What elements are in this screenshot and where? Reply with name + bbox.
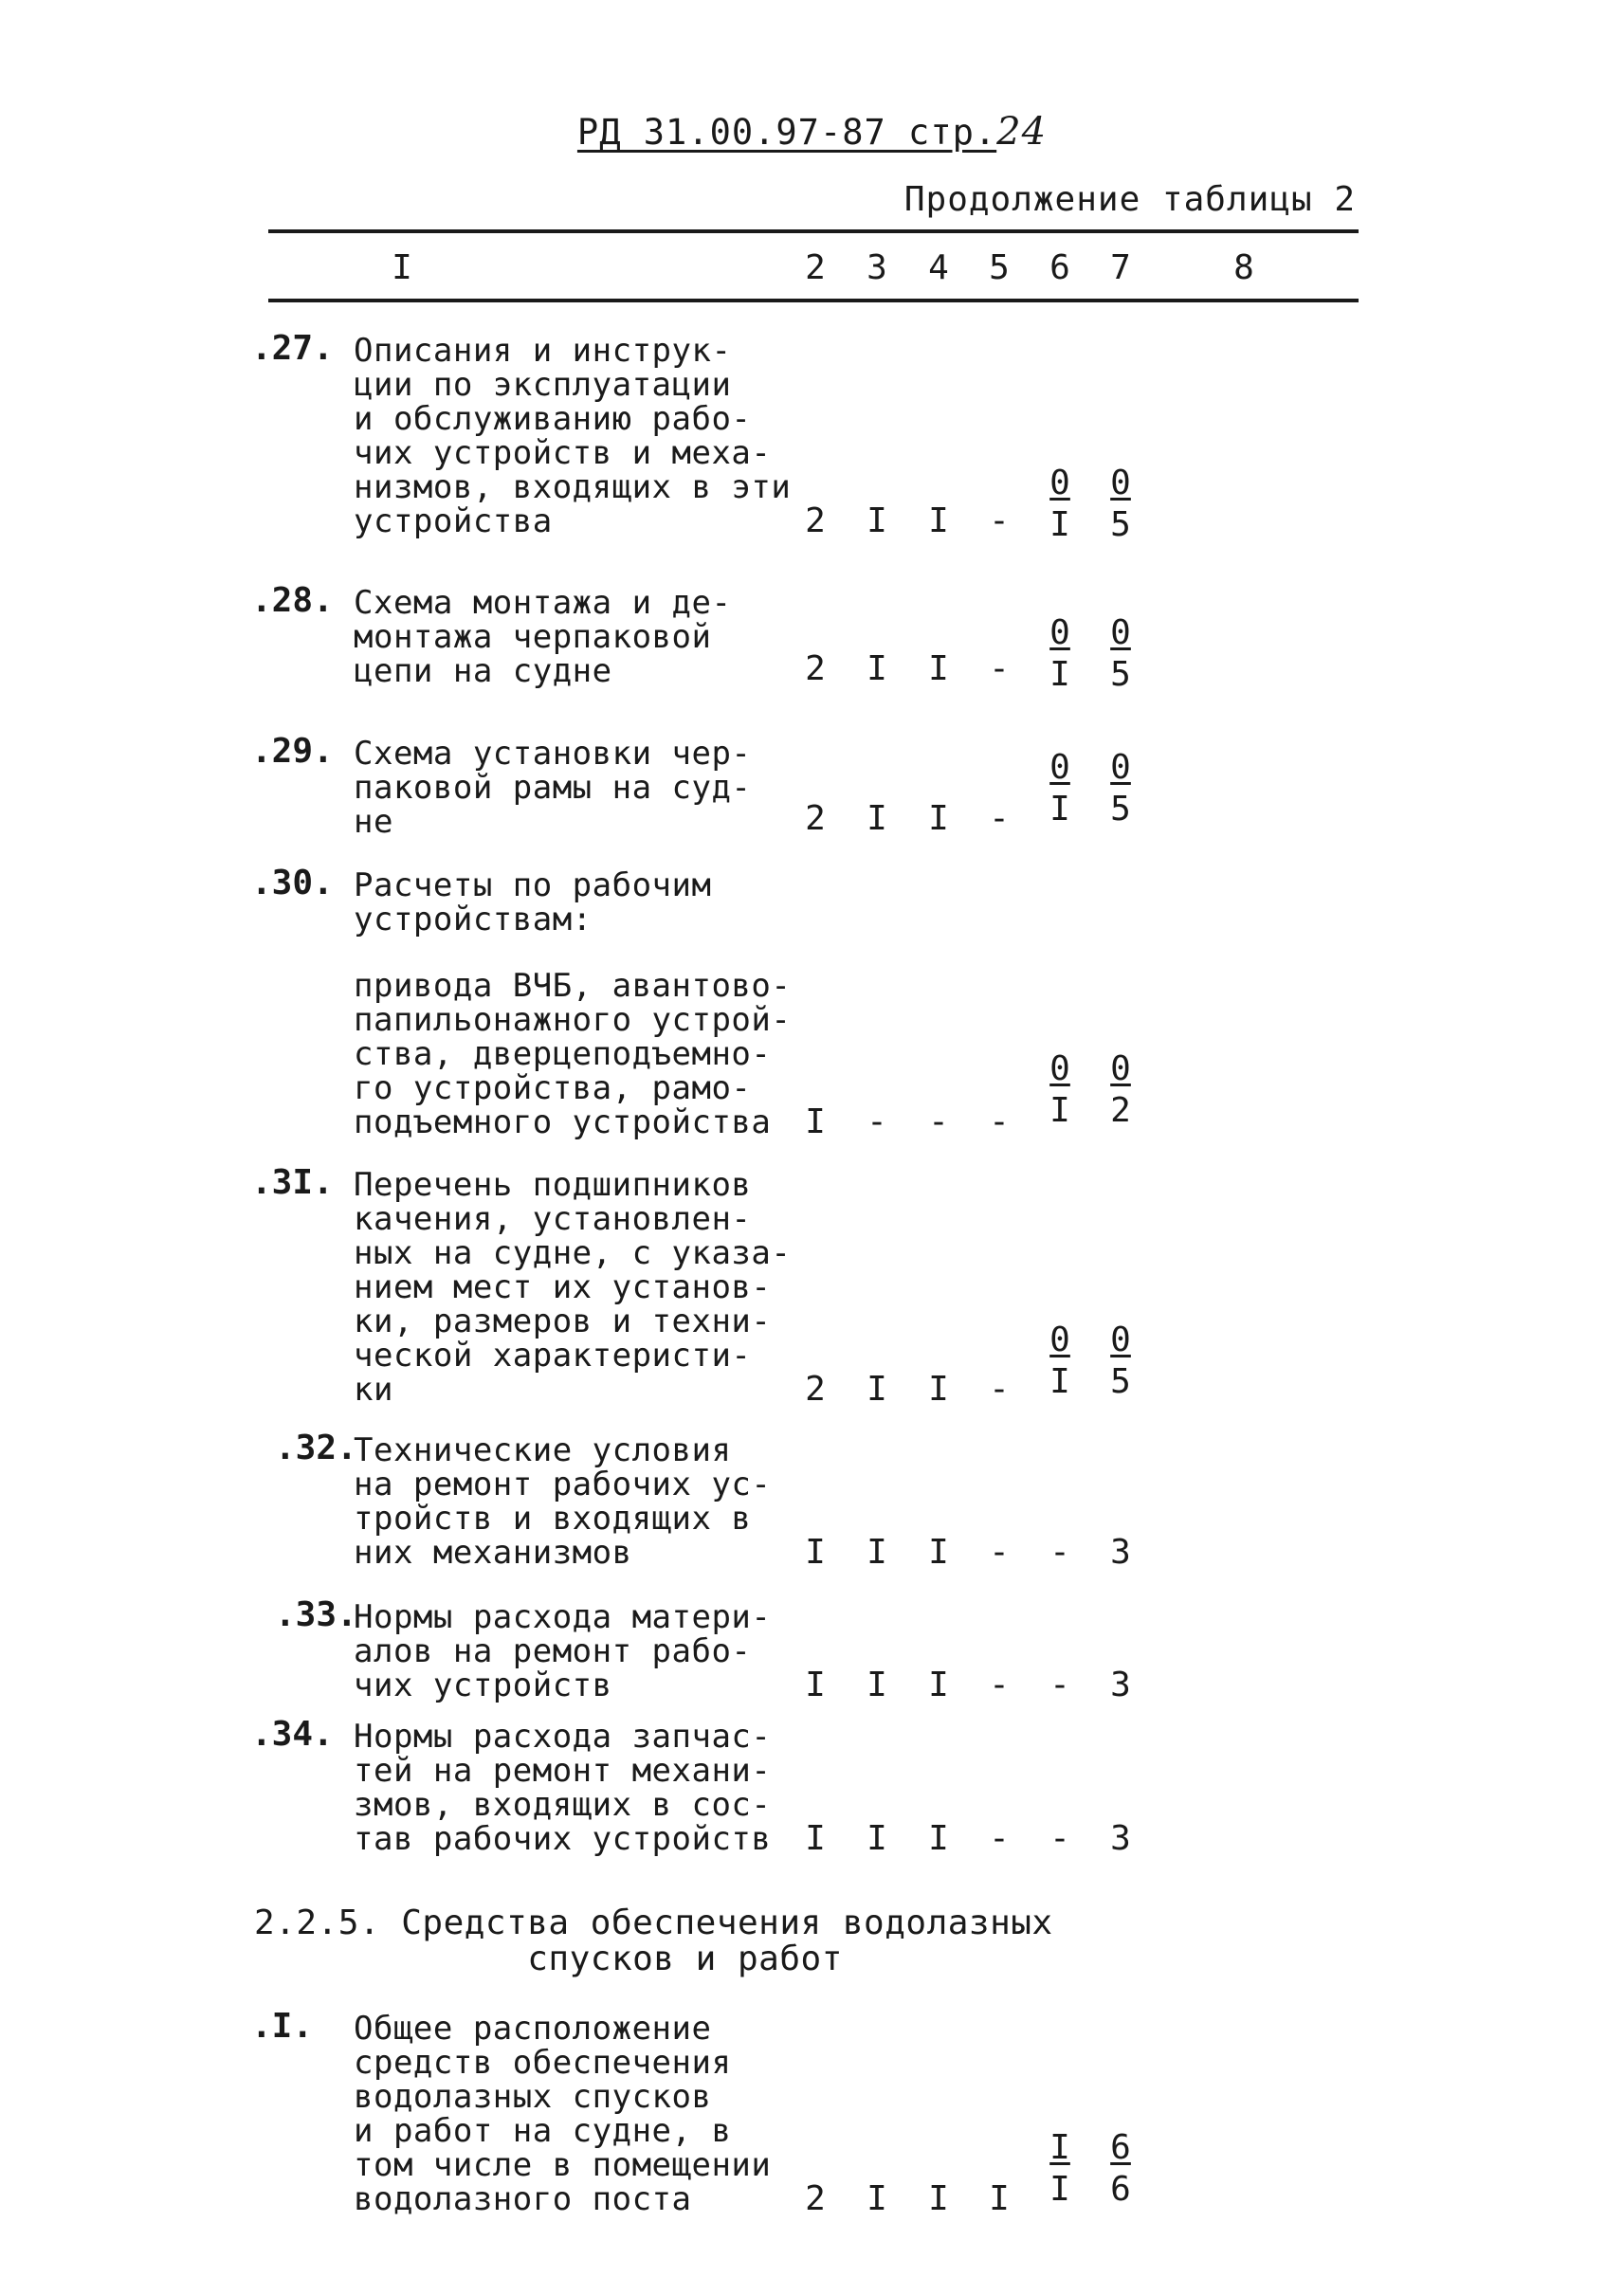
fraction-numerator: 0 <box>1110 1321 1131 1359</box>
cell-col5: I <box>989 2179 1010 2218</box>
cell-col6-fraction <box>1039 613 1081 694</box>
row-description: Описания и инструк- ции по эксплуатации и обслуживанию рабо- чих устройств и меха- низмов, входящих в эти устройства <box>354 332 792 540</box>
row-number: .3I. <box>251 1163 334 1202</box>
cell-col5: - <box>989 1819 1010 1858</box>
document-reference: РД 31.00.97-87 стр. <box>576 112 997 153</box>
cell-col3: I <box>867 799 887 838</box>
cell-col2: 2 <box>805 2179 826 2218</box>
row-sub-description: привода ВЧБ, авантово- папильонажного устрой- ства, дверцеподъемно- го устройства, рамо- подъемного устройства <box>354 967 792 1141</box>
cell-col6-fraction <box>1039 1323 1081 1399</box>
cell-col7-fraction <box>1100 613 1141 694</box>
fraction-denominator: 6 <box>1110 2170 1131 2209</box>
cell-col7-fraction <box>1100 466 1141 542</box>
cell-col6-fraction <box>1039 1049 1081 1130</box>
cell-col2: I <box>805 1102 826 1141</box>
column-header-6: 6 <box>1049 248 1070 287</box>
fraction-denominator: I <box>1049 655 1070 694</box>
cell-col2: 2 <box>805 799 826 838</box>
cell-col5: - <box>989 501 1010 540</box>
section-heading: 2.2.5. Средства обеспечения водолазных спусков и работ <box>254 1903 1053 1978</box>
column-header-4: 4 <box>928 248 949 287</box>
column-header-5: 5 <box>989 248 1010 287</box>
cell-col7-fraction <box>1100 1323 1141 1399</box>
cell-col2: 2 <box>805 501 826 540</box>
fraction-denominator: 2 <box>1110 1091 1131 1130</box>
cell-col4: I <box>928 649 949 688</box>
row-description: Схема монтажа и де- монтажа черпаковой цепи на судне <box>354 584 732 690</box>
fraction-numerator: 0 <box>1110 613 1131 652</box>
fraction-denominator: 5 <box>1110 505 1131 544</box>
fraction-numerator: 0 <box>1110 464 1131 502</box>
cell-col5: - <box>989 649 1010 688</box>
cell-col5: - <box>989 1533 1010 1572</box>
cell-col4: I <box>928 1533 949 1572</box>
fraction-denominator: I <box>1049 1091 1070 1130</box>
fraction-denominator: 5 <box>1110 1362 1131 1401</box>
cell-col3: I <box>867 1533 887 1572</box>
row-number: .27. <box>251 329 334 368</box>
cell-col2: 2 <box>805 649 826 688</box>
cell-col6-fraction <box>1039 748 1081 829</box>
column-header-1: I <box>392 248 412 287</box>
cell-col6: - <box>1049 1819 1070 1858</box>
column-header-3: 3 <box>867 248 887 287</box>
fraction-numerator: 6 <box>1110 2128 1131 2167</box>
row-description: Общее расположение средств обеспечения водолазных спусков и работ на судне, в том числе в помещении водолазного поста <box>354 2010 772 2218</box>
cell-col3: I <box>867 501 887 540</box>
cell-col7: 3 <box>1110 1819 1131 1858</box>
cell-col5: - <box>989 799 1010 838</box>
fraction-numerator: 0 <box>1049 613 1070 652</box>
cell-col7: 3 <box>1110 1533 1131 1572</box>
cell-col2: I <box>805 1666 826 1704</box>
cell-col4: I <box>928 2179 949 2218</box>
row-description: Нормы расхода матери- алов на ремонт рабо- чих устройств <box>354 1598 772 1704</box>
cell-col4: I <box>928 1666 949 1704</box>
cell-col7-fraction <box>1100 748 1141 829</box>
row-description: Перечень подшипников качения, установлен- ных на судне, с указа- нием мест их установ- ки, размеров и техни- ческой характеристи- ки <box>354 1166 792 1409</box>
row-number: .32. <box>275 1429 357 1467</box>
cell-col7-fraction <box>1100 2128 1141 2209</box>
cell-col5: - <box>989 1102 1010 1141</box>
cell-col2: 2 <box>805 1370 826 1409</box>
cell-col4: I <box>928 799 949 838</box>
row-description: Нормы расхода запчас- тей на ремонт механи- змов, входящих в сос- тав рабочих устройств <box>354 1718 772 1858</box>
page-number: 24 <box>996 110 1048 154</box>
row-number: .30. <box>251 864 334 902</box>
cell-col6-fraction <box>1039 466 1081 542</box>
cell-col3: I <box>867 1370 887 1409</box>
cell-col6: - <box>1049 1666 1070 1704</box>
cell-col6: - <box>1049 1533 1070 1572</box>
fraction-denominator: I <box>1049 790 1070 829</box>
cell-col5: - <box>989 1666 1010 1704</box>
cell-col4: - <box>928 1102 949 1141</box>
fraction-denominator: I <box>1049 2170 1070 2209</box>
cell-col6-fraction <box>1039 2128 1081 2209</box>
cell-col3: - <box>867 1102 887 1141</box>
cell-col4: I <box>928 501 949 540</box>
cell-col7-fraction <box>1100 1049 1141 1130</box>
row-number: .I. <box>251 2007 314 2046</box>
fraction-denominator: 5 <box>1110 655 1131 694</box>
row-number: .28. <box>251 581 334 620</box>
column-header-7: 7 <box>1110 248 1131 287</box>
fraction-numerator: I <box>1049 2128 1070 2167</box>
cell-col3: I <box>867 1666 887 1704</box>
fraction-numerator: 0 <box>1049 1321 1070 1359</box>
table-continuation-label: Продолжение таблицы 2 <box>903 180 1356 219</box>
row-number: .29. <box>251 732 334 771</box>
cell-col3: I <box>867 649 887 688</box>
column-header-2: 2 <box>805 248 826 287</box>
fraction-numerator: 0 <box>1049 748 1070 787</box>
cell-col4: I <box>928 1370 949 1409</box>
cell-col3: I <box>867 1819 887 1858</box>
cell-col2: I <box>805 1533 826 1572</box>
cell-col5: - <box>989 1370 1010 1409</box>
row-description: Расчеты по рабочим устройствам: <box>354 866 712 938</box>
cell-col2: I <box>805 1819 826 1858</box>
fraction-numerator: 0 <box>1110 748 1131 787</box>
cell-col7: 3 <box>1110 1666 1131 1704</box>
fraction-numerator: 0 <box>1110 1049 1131 1088</box>
fraction-denominator: 5 <box>1110 790 1131 829</box>
cell-col4: I <box>928 1819 949 1858</box>
cell-col3: I <box>867 2179 887 2218</box>
fraction-denominator: I <box>1049 1362 1070 1401</box>
fraction-numerator: 0 <box>1049 464 1070 502</box>
fraction-numerator: 0 <box>1049 1049 1070 1088</box>
row-description: Технические условия на ремонт рабочих ус- тройств и входящих в них механизмов <box>354 1431 772 1572</box>
row-number: .34. <box>251 1715 334 1754</box>
row-description: Схема установки чер- паковой рамы на суд- не <box>354 735 752 841</box>
row-number: .33. <box>275 1595 357 1634</box>
column-header-8: 8 <box>1233 248 1254 287</box>
fraction-denominator: I <box>1049 505 1070 544</box>
